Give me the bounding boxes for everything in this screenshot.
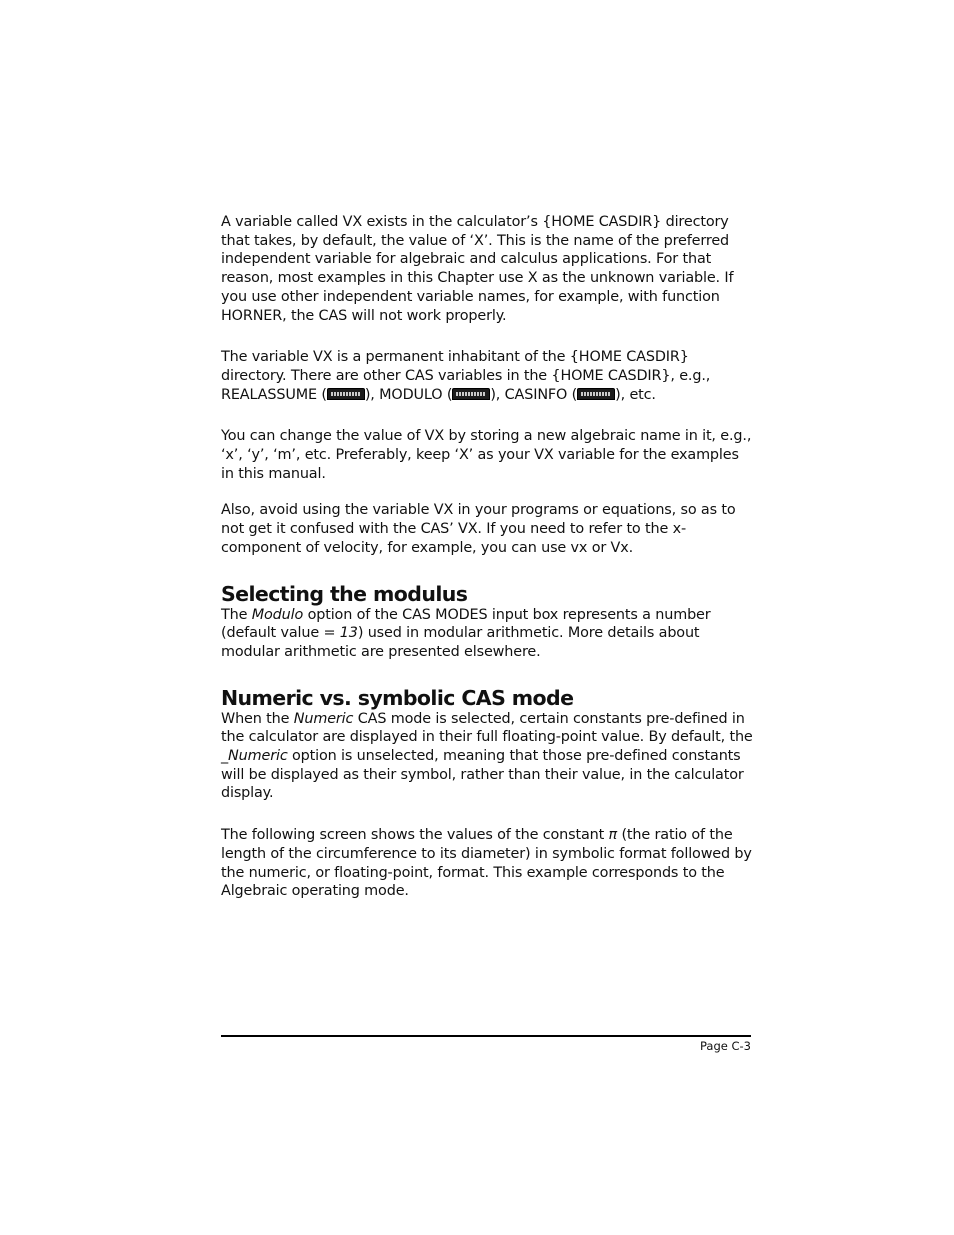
- emphasis-numeric: Numeric: [228, 748, 288, 765]
- paragraph-modulo: [221, 606, 753, 662]
- text-span: ), MODULO (: [364, 386, 453, 403]
- text-span: option of the CAS MODES input box represents a number (default value =: [221, 606, 711, 642]
- text-span: The: [221, 606, 252, 623]
- text-span: ), CASINFO (: [490, 386, 578, 403]
- text-span: When the: [221, 710, 294, 727]
- paragraph-avoid-vx: Also, avoid using the variable VX in your programs or equations, so as to not get it confused with the CAS’ VX. If you need to refer to the x-component of velocity, for example, you can use vx or Vx.: [221, 502, 736, 556]
- paragraph-numeric-mode: [221, 710, 753, 804]
- softkey-real-icon: [327, 388, 365, 400]
- paragraph-change-vx: You can change the value of VX by storing a new algebraic name in it, e.g., ‘x’, ‘y’, ‘m’, etc. Preferably, keep ‘X’ as your VX variable for the examples in this manual.: [221, 428, 752, 482]
- softkey-modul-icon: [452, 388, 490, 400]
- text-span: ) used in modular arithmetic. More details about modular arithmetic are presented elsewhere.: [221, 625, 700, 660]
- emphasis-13: 13: [339, 625, 358, 642]
- softkey-casin-icon: [577, 388, 615, 400]
- paragraph-cas-variables: [221, 348, 753, 404]
- paragraph-vx-intro: A variable called VX exists in the calculator’s {HOME CASDIR} directory that takes, by default, the value of ‘X’. This is the name of the preferred independent variable for algebraic and calculus applications. For that reason, most examples in this Chapter use X as the unknown variable. If you use other independent variable names, for example, with function HORNER, the CAS will not work properly.: [221, 214, 734, 324]
- emphasis-pi: π: [608, 827, 618, 844]
- text-span: CAS mode is selected, certain constants pre-defined in the calculator are displayed in their full floating-point value. By default, the _: [221, 710, 753, 765]
- text-span: (the ratio of the length of the circumference to its diameter) in symbolic format followed by the numeric, or floating-point, format. This example corresponds to the Algebraic operating mode.: [221, 827, 752, 900]
- text-span: ), etc.: [615, 386, 656, 403]
- heading-numeric-symbolic: Numeric vs. symbolic CAS mode: [221, 685, 574, 710]
- footer-divider: [221, 1035, 751, 1037]
- heading-selecting-modulus: Selecting the modulus: [221, 581, 468, 606]
- paragraph-pi-screen: [221, 826, 753, 901]
- text-span: The variable VX is a permanent inhabitant of the {HOME CASDIR} directory. There are other CAS variables in the {HOME CASDIR}, e.g., REALASSUME (: [221, 349, 711, 403]
- page-number: Page C-3: [700, 1039, 751, 1053]
- emphasis-modulo: Modulo: [251, 606, 304, 623]
- emphasis-numeric: Numeric: [293, 710, 354, 727]
- text-span: The following screen shows the values of the constant: [221, 827, 609, 844]
- text-span: option is unselected, meaning that those pre-defined constants will be displayed as their symbol, rather than their value, in the calculator display.: [221, 748, 744, 802]
- page-body: [221, 213, 753, 901]
